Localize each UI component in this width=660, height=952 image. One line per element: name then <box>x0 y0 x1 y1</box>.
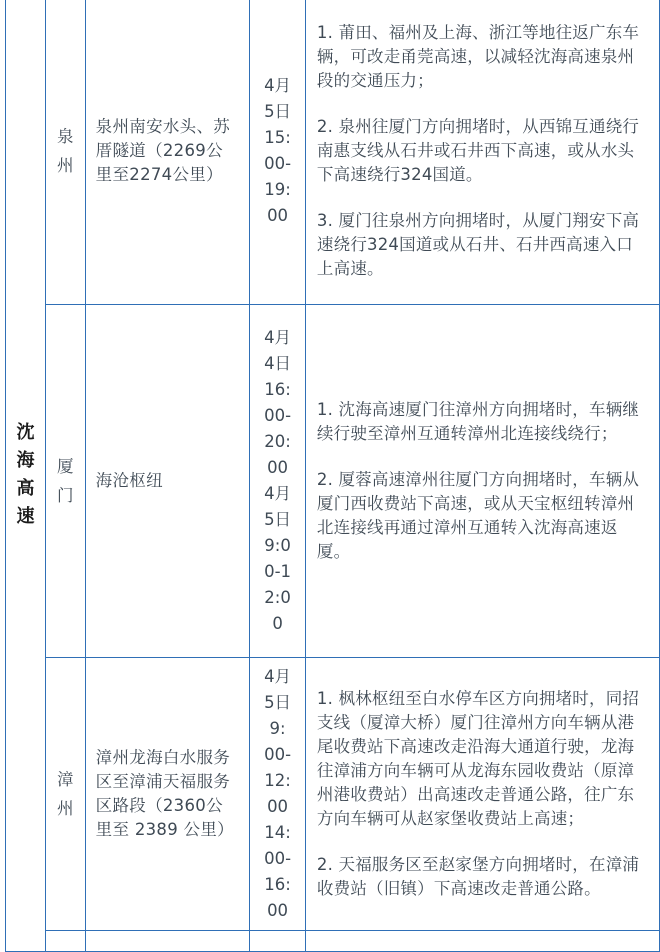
time-line: 15: <box>264 128 291 147</box>
time-line: 4月 <box>264 328 292 347</box>
time-line: 16: <box>264 380 291 399</box>
table-row <box>6 305 660 658</box>
time-line: 5日 <box>264 510 292 529</box>
time-line: 2:0 <box>264 588 291 607</box>
time-line: 20: <box>264 432 291 451</box>
time-cell <box>250 931 306 952</box>
advice-item: 3. 厦门往泉州方向拥堵时，从厦门翔安下高速绕行324国道或从石井、石井西高速入口上高速。 <box>316 211 640 278</box>
advice-item: 2. 天福服务区至赵家堡方向拥堵时，在漳浦收费站（旧镇）下高速改走普通公路。 <box>316 855 640 898</box>
time-line: 0 <box>272 614 283 633</box>
time-line: 4月 <box>264 76 292 95</box>
road-name-char: 海 <box>16 449 35 471</box>
time-line: 00 <box>267 458 289 477</box>
road-name-char: 高 <box>16 477 35 499</box>
time-line: 5日 <box>264 693 292 712</box>
city-cell <box>45 658 85 931</box>
city-cell <box>45 0 85 305</box>
time-line: 00 <box>267 797 289 816</box>
location-cell: 海沧枢纽 <box>85 305 250 658</box>
advice-item: 1. 沈海高速厦门往漳州方向拥堵时，车辆继续行驶至漳州互通转漳州北连接线绕行； <box>316 400 640 443</box>
time-line: 00- <box>264 745 292 764</box>
table-row <box>6 658 660 931</box>
advice-item: 2. 厦蓉高速漳州往厦门方向拥堵时，车辆从厦门西收费站下高速，或从天宝枢纽转漳州北连接线再通过漳州互通转入沈海高速返厦。 <box>316 470 640 561</box>
time-line: 9:0 <box>264 536 291 555</box>
road-name-cell <box>6 0 46 952</box>
location-cell: 漳州龙海白水服务区至漳浦天福服务区路段（2360公里至 2389 公里） <box>85 658 250 931</box>
road-name-char: 沈 <box>16 421 35 443</box>
time-line: 00 <box>267 206 289 225</box>
location-cell <box>85 931 250 952</box>
time-line: 00- <box>264 406 292 425</box>
advice-cell <box>305 0 659 305</box>
time-line: 12: <box>264 771 291 790</box>
traffic-advisory-table <box>5 0 660 952</box>
time-line: 00- <box>264 154 292 173</box>
city-char: 泉 <box>57 127 74 146</box>
time-cell <box>250 0 306 305</box>
time-line: 16: <box>264 875 291 894</box>
road-name-char: 速 <box>16 505 35 527</box>
time-cell <box>250 658 306 931</box>
advice-cell <box>305 658 659 931</box>
city-cell <box>45 931 85 952</box>
city-char: 厦 <box>57 457 74 476</box>
advice-item: 1. 枫林枢纽至白水停车区方向拥堵时，同招支线（厦漳大桥）厦门往漳州方向车辆从港尾收费站下高速改走沿海大通道行驶，龙海往漳浦方向车辆可从龙海东园收费站（原漳州港收费站）出高速改走普通公路，往广东方向车辆可从赵家堡收费站上高速； <box>316 689 640 828</box>
location-cell: 泉州南安水头、苏厝隧道（2269公里至2274公里） <box>85 0 250 305</box>
city-char: 州 <box>57 156 74 175</box>
advice-cell <box>305 305 659 658</box>
city-cell <box>45 305 85 658</box>
advice-item: 1. 莆田、福州及上海、浙江等地往返广东车辆，可改走甬莞高速，以减轻沈海高速泉州段的交通压力； <box>316 23 640 90</box>
time-line: 00- <box>264 849 292 868</box>
city-char: 漳 <box>57 770 74 789</box>
table-row <box>6 931 660 952</box>
time-line: 00 <box>267 901 289 920</box>
time-line: 19: <box>264 180 291 199</box>
time-line: 14: <box>264 823 291 842</box>
table-row <box>6 0 660 305</box>
city-char: 州 <box>57 799 74 818</box>
time-line: 9: <box>269 719 286 738</box>
city-char: 门 <box>57 486 74 505</box>
advice-item: 2. 泉州往厦门方向拥堵时，从西锦互通绕行南惠支线从石井或石井西下高速，或从水头下高速绕行324国道。 <box>316 117 640 184</box>
time-cell <box>250 305 306 658</box>
advice-cell <box>305 931 659 952</box>
time-line: 0-1 <box>264 562 292 581</box>
time-line: 4月 <box>264 667 292 686</box>
time-line: 4月 <box>264 484 292 503</box>
time-line: 4日 <box>264 354 292 373</box>
time-line: 5日 <box>264 102 292 121</box>
